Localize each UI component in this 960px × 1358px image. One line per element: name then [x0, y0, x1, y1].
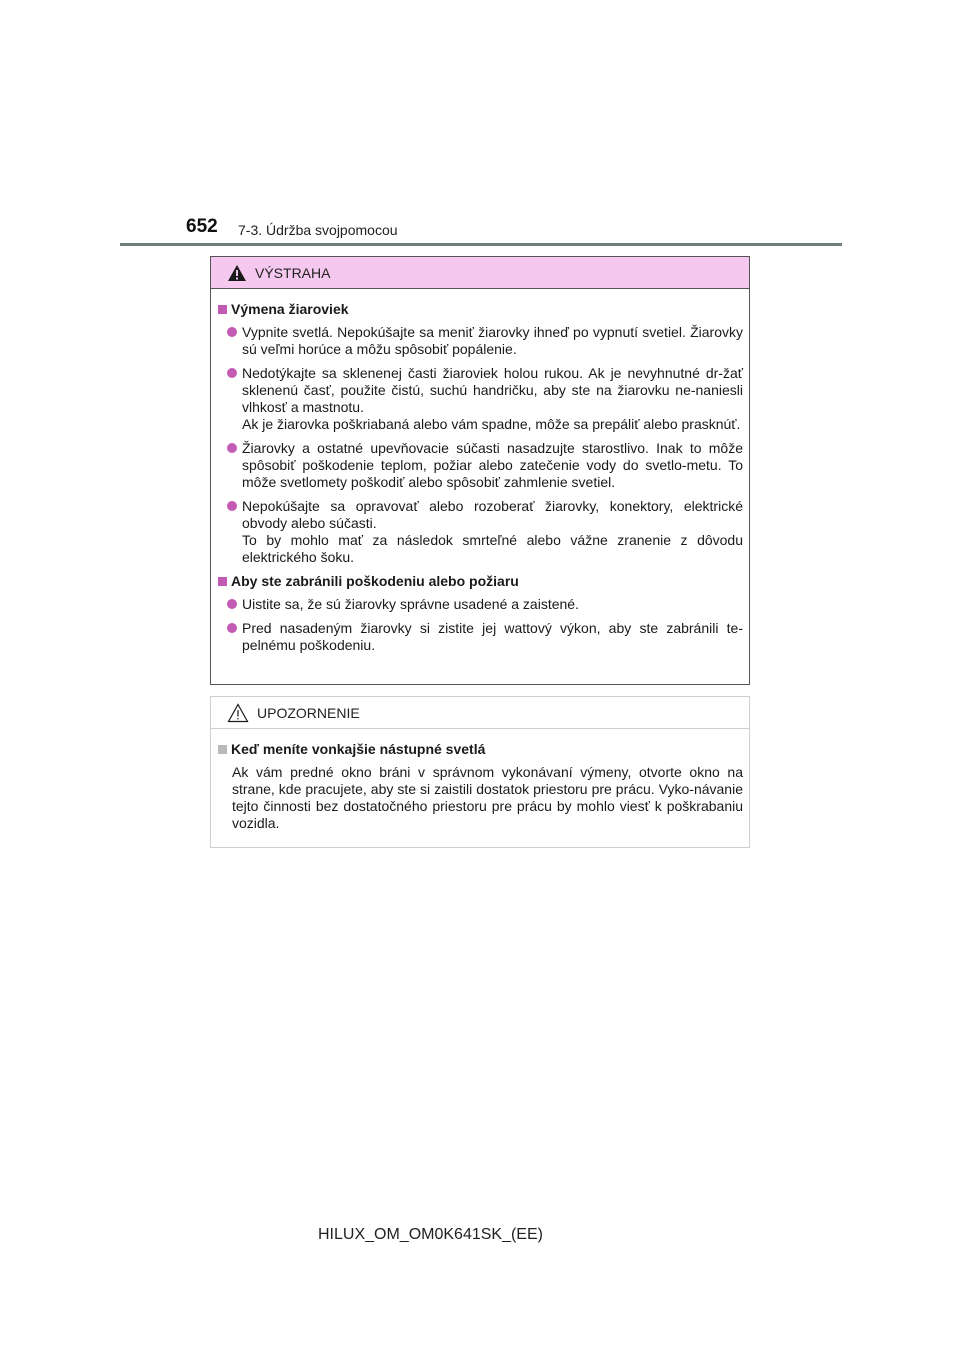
list-item: Nepokúšajte sa opravovať alebo rozoberať žiarovky, konektory, elektrické obvody alebo súčasti. To by mohlo mať za následok smrteľné alebo vážne zranenie z dôvodu elektrického šoku.	[218, 498, 743, 566]
square-bullet-icon	[218, 745, 227, 754]
square-bullet-icon	[218, 305, 227, 314]
caution-title: UPOZORNENIE	[257, 704, 360, 721]
bullet-dot-icon	[227, 501, 237, 511]
caution-triangle-outline-icon	[227, 703, 249, 723]
bullet-dot-icon	[227, 599, 237, 609]
bullet-dot-icon	[227, 443, 237, 453]
caution-box	[210, 696, 750, 848]
bullet-dot-icon	[227, 368, 237, 378]
caution-text: Ak vám predné okno bráni v správnom vykonávaní výmeny, otvorte okno na strane, kde pracujete, aby ste si zaistili dostatok priestoru pre prácu. Vyko-návanie tejto činnosti bez dostatočného priestoru pre prácu by mohlo viesť k poškrabaniu vozidla.	[232, 764, 743, 831]
list-item: Nedotýkajte sa sklenenej časti žiaroviek holou rukou. Ak je nevyhnutné dr-žať sklenenú časť, použite čistú, suchú handričku, aby ste na žiarovku ne-naniesli vlhkosť a mastnotu. Ak je žiarovka poškriabaná alebo vám spadne, môže sa prepáliť alebo prasknúť.	[218, 365, 743, 433]
caution-header	[211, 697, 749, 729]
list-item: Vypnite svetlá. Nepokúšajte sa meniť žiarovky ihneď po vypnutí svetiel. Žiarovky sú veľmi horúce a môžu spôsobiť popálenie.	[218, 324, 743, 358]
warning-header	[211, 257, 749, 289]
warning-subheading: Aby ste zabránili poškodeniu alebo požiaru	[218, 573, 743, 590]
list-item: Uistite sa, že sú žiarovky správne usadené a zaistené.	[218, 596, 743, 613]
bullet-list	[218, 324, 743, 566]
footer-code: HILUX_OM_OM0K641SK_(EE)	[318, 1226, 543, 1243]
bullet-dot-icon	[227, 327, 237, 337]
list-item: Žiarovky a ostatné upevňovacie súčasti nasadzujte starostlivo. Inak to môže spôsobiť poškodenie teplom, požiar alebo zatečenie vody do svetlo-metu. To môže svetlomety poškodiť alebo spôsobiť zahmlenie svetiel.	[218, 440, 743, 491]
header-rule	[120, 243, 842, 246]
caution-subheading: Keď meníte vonkajšie nástupné svetlá	[218, 741, 743, 758]
bullet-list	[218, 596, 743, 654]
warning-triangle-icon	[227, 264, 247, 282]
warning-body	[211, 289, 749, 654]
section-title: 7-3. Údržba svojpomocou	[238, 222, 398, 238]
page-number: 652	[186, 216, 218, 237]
square-bullet-icon	[218, 577, 227, 586]
list-item: Pred nasadeným žiarovky si zistite jej wattový výkon, aby ste zabránili te-pelnému poškodeniu.	[218, 620, 743, 654]
caution-body	[211, 729, 749, 832]
warning-box	[210, 256, 750, 685]
warning-subheading: Výmena žiaroviek	[218, 301, 743, 318]
warning-title: VÝSTRAHA	[255, 264, 331, 281]
bullet-dot-icon	[227, 623, 237, 633]
